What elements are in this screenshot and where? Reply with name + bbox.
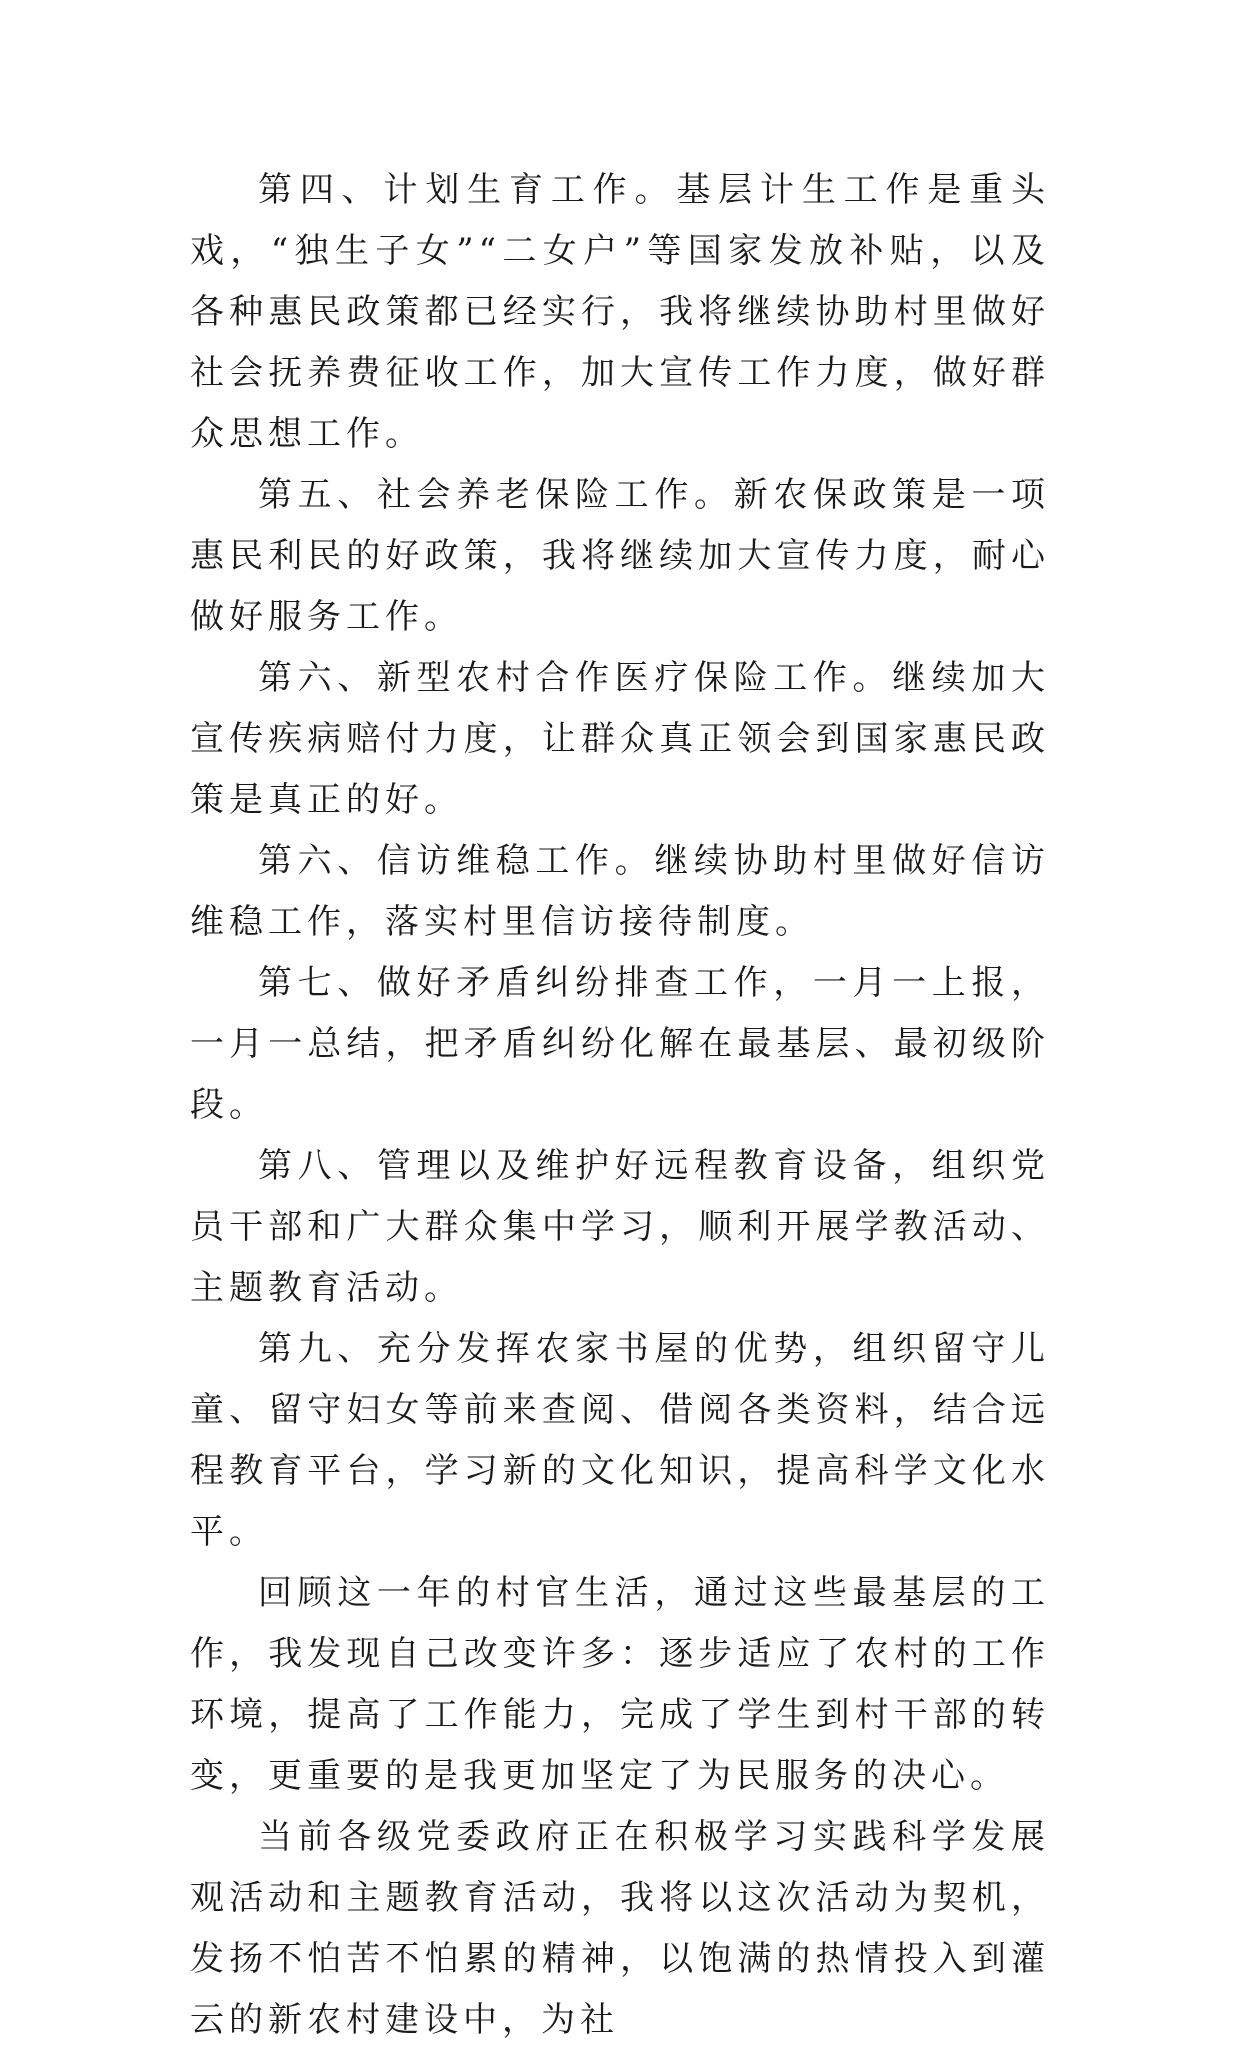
paragraph-farm-library: 第九、充分发挥农家书屋的优势，组织留守儿童、留守妇女等前来查阅、借阅各类资料，结合远程教育平台，学习新的文化知识，提高科学文化水平。	[190, 1329, 1050, 1552]
paragraph-medical-insurance: 第六、新型农村合作医疗保险工作。继续加大宣传疾病赔付力度，让群众真正领会到国家惠民政策是真正的好。	[190, 658, 1050, 820]
paragraph-reflection: 回顾这一年的村官生活，通过这些最基层的工作，我发现自己改变许多：逐步适应了农村的工作环境，提高了工作能力，完成了学生到村干部的转变，更重要的是我更加坚定了为民服务的决心。	[190, 1573, 1050, 1796]
paragraph-petition-stability: 第六、信访维稳工作。继续协助村里做好信访维稳工作，落实村里信访接待制度。	[190, 841, 1050, 942]
document-body	[190, 160, 1050, 2051]
paragraph-dispute-resolution: 第七、做好矛盾纠纷排查工作，一月一上报，一月一总结，把矛盾纠纷化解在最基层、最初级阶段。	[190, 963, 1050, 1125]
paragraph-outlook: 当前各级党委政府正在积极学习实践科学发展观活动和主题教育活动，我将以这次活动为契机，发扬不怕苦不怕累的精神，以饱满的热情投入到灌云的新农村建设中，为社	[190, 1817, 1050, 2040]
paragraph-remote-education: 第八、管理以及维护好远程教育设备，组织党员干部和广大群众集中学习，顺利开展学教活动、主题教育活动。	[190, 1146, 1050, 1308]
paragraph-family-planning: 第四、计划生育工作。基层计生工作是重头戏，“独生子女”“二女户”等国家发放补贴，以及各种惠民政策都已经实行，我将继续协助村里做好社会抚养费征收工作，加大宣传工作力度，做好群众思想工作。	[190, 170, 1050, 454]
paragraph-pension-insurance: 第五、社会养老保险工作。新农保政策是一项惠民利民的好政策，我将继续加大宣传力度，耐心做好服务工作。	[190, 475, 1050, 637]
